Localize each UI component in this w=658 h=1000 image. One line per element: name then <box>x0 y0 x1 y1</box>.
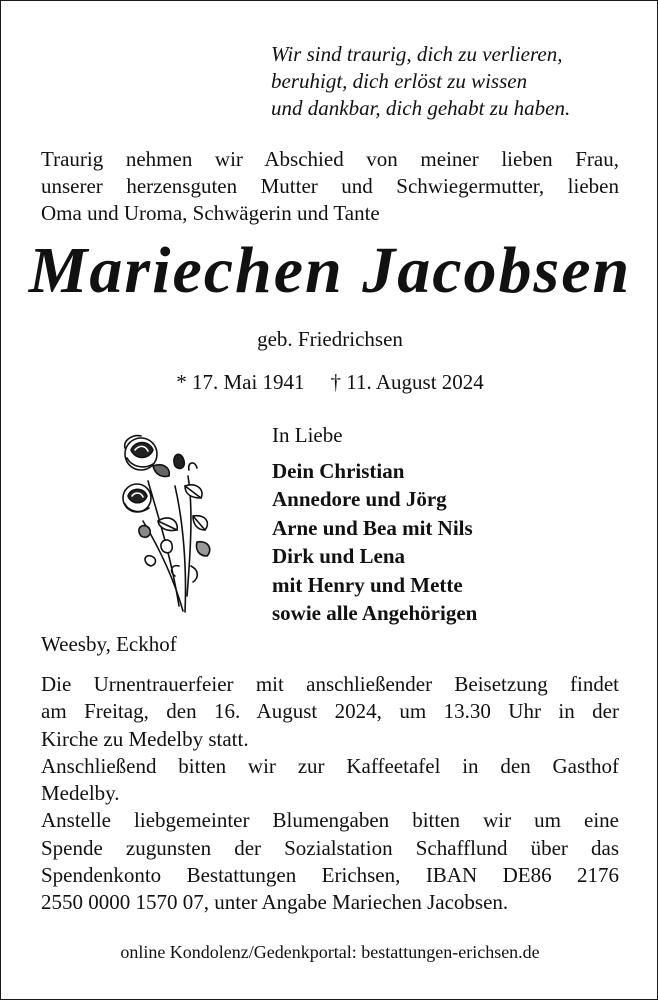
body-line: Anschließend bitten wir zur Kaffeetafel in den Gasthof <box>41 753 619 778</box>
intro-line: Traurig nehmen wir Abschied von meiner lieben Frau, <box>41 147 619 171</box>
motto-line: Wir sind traurig, dich zu verlieren, <box>271 42 563 66</box>
birth-date: * 17. Mai 1941 <box>176 370 305 394</box>
signer-name: mit Henry und Mette <box>272 572 463 597</box>
body-line: am Freitag, den 16. August 2024, um 13.30 Uhr in der <box>41 699 619 724</box>
intro-line: unserer herzensguten Mutter und Schwiegermutter, lieben <box>41 174 619 198</box>
body-line: 2550 0000 1570 07, unter Angabe Mariechen Jacobsen. <box>41 890 509 915</box>
signer-name: Dirk und Lena <box>272 544 406 568</box>
rose-icon <box>113 426 223 616</box>
body-line: Anstelle liebgemeinter Blumengaben bitten wir um eine <box>41 808 619 833</box>
life-dates <box>1 369 658 396</box>
condolence-portal-link[interactable]: online Kondolenz/Gedenkportal: bestattungen-erichsen.de <box>120 942 540 962</box>
body-line: Die Urnentrauerfeier mit anschließender Beisetzung findet <box>41 672 619 696</box>
signers-block <box>272 421 632 628</box>
body-line: Spendenkonto Bestattungen Erichsen, IBAN DE86 2176 <box>41 863 619 888</box>
signer-name: Arne und Bea mit Nils <box>272 515 473 540</box>
intro-text <box>41 146 619 227</box>
death-date: † 11. August 2024 <box>330 370 484 394</box>
birth-name: geb. Friedrichsen <box>257 327 403 351</box>
motto-line: und dankbar, dich gehabt zu haben. <box>271 96 571 120</box>
signer-name: Dein Christian <box>272 458 405 483</box>
body-line: Kirche zu Medelby statt. <box>41 726 249 751</box>
deceased-name: Mariechen Jacobsen <box>28 234 632 307</box>
body-line: Medelby. <box>41 781 120 806</box>
motto-line: beruhigt, dich erlöst zu wissen <box>271 69 528 93</box>
signers-lead: In Liebe <box>272 423 343 447</box>
signer-name: Annedore und Jörg <box>272 487 447 511</box>
body-line: Spende zugunsten der Sozialstation Schafflund über das <box>41 835 619 860</box>
motto-verse <box>271 41 651 122</box>
signer-name: sowie alle Angehörigen <box>272 601 478 625</box>
place-name: Weesby, Eckhof <box>41 632 177 656</box>
intro-line: Oma und Uroma, Schwägerin und Tante <box>41 201 380 225</box>
service-details <box>41 671 619 917</box>
